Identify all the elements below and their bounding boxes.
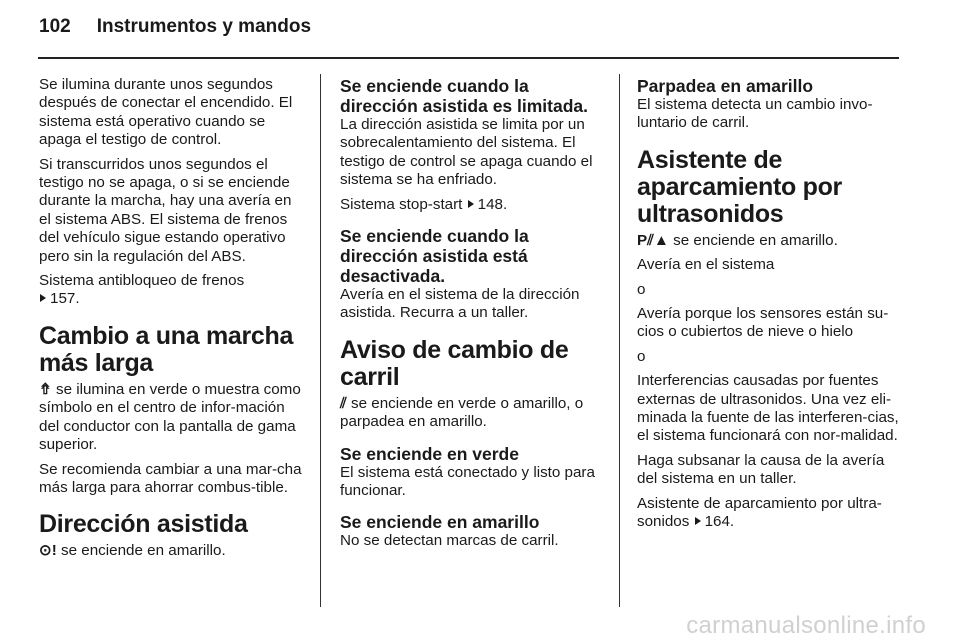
parking-assist-icon: P⫽▲ <box>637 231 669 249</box>
heading-power-steering: Dirección asistida <box>39 510 248 539</box>
page-number: 102 <box>39 16 71 37</box>
parking-reference-text: Asistente de aparcamiento por ultra-sonidos <box>637 494 882 531</box>
parking-text-1: se enciende en amarillo. <box>673 231 838 249</box>
column-1 <box>39 76 307 567</box>
heading-parking-assist: Asistente de aparcamiento por ultrasonidos <box>637 145 842 228</box>
page-header <box>39 16 311 46</box>
page-ref-arrow-icon <box>40 294 46 302</box>
lane-departure-icon: ⫽ <box>340 394 347 412</box>
abs-paragraph-2: Si transcurridos unos segundos el testigo no se apaga, o si se enciende durante la marcha, hay una avería en el sistema ABS. El sistema de frenos del vehículo sigue estando operativo pero sin la regulación del ABS. <box>39 155 292 265</box>
heading-steering-limited: Se enciende cuando la dirección asistida es limitada. <box>340 76 589 116</box>
upshift-icon: ⇮ <box>39 380 52 398</box>
parking-reference <box>637 495 905 532</box>
page-ref-arrow-icon <box>695 517 701 525</box>
parking-paragraph-4: Interferencias causadas por fuentes externas de ultrasonidos. Una vez eli-minada la fuente de las interferen-cias, el sistema funcionará con nor-malidad. <box>637 372 899 445</box>
parking-or-1: o <box>637 280 646 298</box>
heading-upshift: Cambio a una marcha más larga <box>39 321 294 377</box>
parking-paragraph-3: Avería porque los sensores están su-cios o cubiertos de nieve o hielo <box>637 305 889 341</box>
parking-paragraph-5: Haga subsanar la causa de la avería del sistema en un taller. <box>637 451 885 488</box>
steering-disabled-paragraph: Avería en el sistema de la dirección asistida. Recurra a un taller. <box>340 286 580 322</box>
abs-paragraph-1: Se ilumina durante unos segundos después de conectar el encendido. El sistema está operativo cuando se apaga el testigo de control. <box>39 76 293 149</box>
watermark: carmanualsonline.info <box>686 612 926 639</box>
heading-lane-departure: Aviso de cambio de carril <box>340 335 569 391</box>
upshift-paragraph-1 <box>39 381 307 455</box>
steering-text: se enciende en amarillo. <box>61 542 226 560</box>
parking-paragraph-1 <box>637 232 905 250</box>
parking-reference-page[interactable]: 164. <box>704 513 735 531</box>
power-steering-icon: ⊙! <box>39 542 57 560</box>
header-rule <box>38 57 899 59</box>
stop-start-page[interactable]: 148. <box>477 195 508 213</box>
parking-or-2: o <box>637 347 646 365</box>
column-3 <box>637 76 905 538</box>
stop-start-reference <box>340 196 608 214</box>
abs-reference <box>39 272 307 309</box>
steering-limited-paragraph: La dirección asistida se limita por un sobrecalentamiento del sistema. El testigo de control se apaga cuando el sistema se ha enfriado. <box>340 116 593 189</box>
upshift-text-1: se ilumina en verde o muestra como símbolo en el centro de infor-mación del conductor con la pantalla de gama superior. <box>39 380 301 454</box>
heading-lights-green: Se enciende en verde <box>340 443 519 464</box>
abs-reference-page[interactable]: 157. <box>50 290 80 308</box>
lights-yellow-paragraph: No se detectan marcas de carril. <box>340 532 559 550</box>
stop-start-text: Sistema stop-start <box>340 195 463 213</box>
heading-lights-yellow: Se enciende en amarillo <box>340 512 540 533</box>
steering-paragraph <box>39 542 307 560</box>
column-divider-1 <box>320 74 321 607</box>
heading-blinks-yellow: Parpadea en amarillo <box>637 76 814 96</box>
lane-text: se enciende en verde o amarillo, o parpadea en amarillo. <box>340 394 584 431</box>
lights-green-paragraph: El sistema está conectado y listo para funcionar. <box>340 463 595 500</box>
lane-paragraph <box>340 395 608 432</box>
upshift-paragraph-2: Se recomienda cambiar a una mar-cha más larga para ahorrar combus-tible. <box>39 460 302 496</box>
page-ref-arrow-icon <box>468 200 474 208</box>
blinks-yellow-paragraph: El sistema detecta un cambio invo-luntario de carril. <box>637 96 873 132</box>
column-divider-2 <box>619 74 620 607</box>
chapter-title: Instrumentos y mandos <box>96 16 312 37</box>
heading-steering-disabled: Se enciende cuando la dirección asistida está desactivada. <box>340 226 529 287</box>
column-2 <box>340 76 608 557</box>
abs-reference-text: Sistema antibloqueo de frenos <box>39 272 245 290</box>
parking-paragraph-2: Avería en el sistema <box>637 256 775 274</box>
